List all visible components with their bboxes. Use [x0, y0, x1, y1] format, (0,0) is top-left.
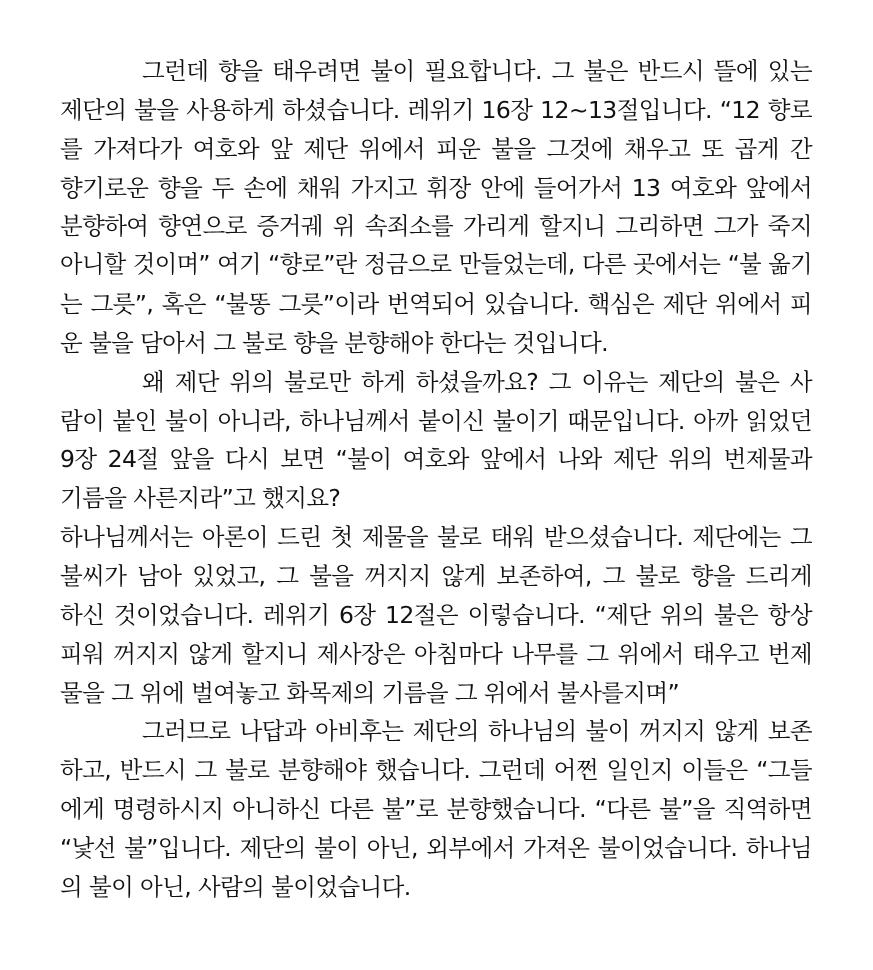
document-page: [60, 52, 812, 907]
text-line: 기름을 사른지라”고 했지요?: [60, 484, 341, 513]
paragraph-preserved-fire: [60, 518, 812, 712]
text-line: 아니할 것이며” 여기 “향로”란 정금으로 만들었는데, 다른 곳에서는 “불 옮기: [60, 251, 812, 279]
text-line: 그러므로 나답과 아비후는 제단의 하나님의 불이 꺼지지 않게 보존: [142, 717, 812, 746]
text-line: 향기로운 향을 두 손에 채워 가지고 휘장 안에 들어가서 13 여호와 앞에서: [60, 173, 812, 202]
text-line: 불씨가 남아 있었고, 그 불을 꺼지지 않게 보존하여, 그 불로 향을 드리게: [60, 561, 812, 590]
text-line: 왜 제단 위의 불로만 하게 하셨을까요? 그 이유는 제단의 불은 사: [142, 367, 812, 396]
text-line: 람이 붙인 불이 아니라, 하나님께서 붙이신 불이기 때문입니다. 아까 읽었던: [60, 406, 812, 435]
text-line: 9장 24절 앞을 다시 보면 “불이 여호와 앞에서 나와 제단 위의 번제물과: [60, 445, 812, 474]
text-line: 에게 명령하시지 아니하신 다른 불”로 분향했습니다. “다른 불”을 직역하면: [60, 795, 812, 824]
text-line: “낯선 불”입니다. 제단의 불이 아닌, 외부에서 가져온 불이었습니다. 하나님: [60, 833, 812, 862]
text-line: 물을 그 위에 벌여놓고 화목제의 기름을 그 위에서 불사를지며”: [60, 678, 680, 707]
text-line: 피워 꺼지지 않게 할지니 제사장은 아침마다 나무를 그 위에서 태우고 번제: [60, 639, 812, 668]
paragraph-incense-fire: [60, 52, 812, 363]
paragraph-strange-fire: [60, 712, 812, 906]
text-line: 운 불을 담아서 그 불로 향을 분향해야 한다는 것입니다.: [60, 328, 609, 357]
text-line: 하나님께서는 아론이 드린 첫 제물을 불로 태워 받으셨습니다. 제단에는 그: [60, 523, 812, 552]
text-line: 그런데 향을 태우려면 불이 필요합니다. 그 불은 반드시 뜰에 있는: [142, 57, 812, 85]
text-line: 는 그릇”, 혹은 “불똥 그릇”이라 번역되어 있습니다. 핵심은 제단 위에서 피: [60, 290, 812, 319]
text-line: 하신 것이었습니다. 레위기 6장 12절은 이렇습니다. “제단 위의 불은 항상: [60, 600, 812, 629]
text-line: 의 불이 아닌, 사람의 불이었습니다.: [60, 872, 411, 901]
text-line: 하고, 반드시 그 불로 분향해야 했습니다. 그런데 어쩐 일인지 이들은 “그들: [60, 756, 812, 785]
text-line: 제단의 불을 사용하게 하셨습니다. 레위기 16장 12~13절입니다. “12 향로: [60, 95, 812, 124]
text-line: 분향하여 향연으로 증거궤 위 속죄소를 가리게 할지니 그리하면 그가 죽지: [60, 212, 812, 241]
paragraph-why-altar-fire: [60, 363, 812, 518]
text-line: 를 가져다가 여호와 앞 제단 위에서 피운 불을 그것에 채우고 또 곱게 간: [60, 134, 812, 163]
